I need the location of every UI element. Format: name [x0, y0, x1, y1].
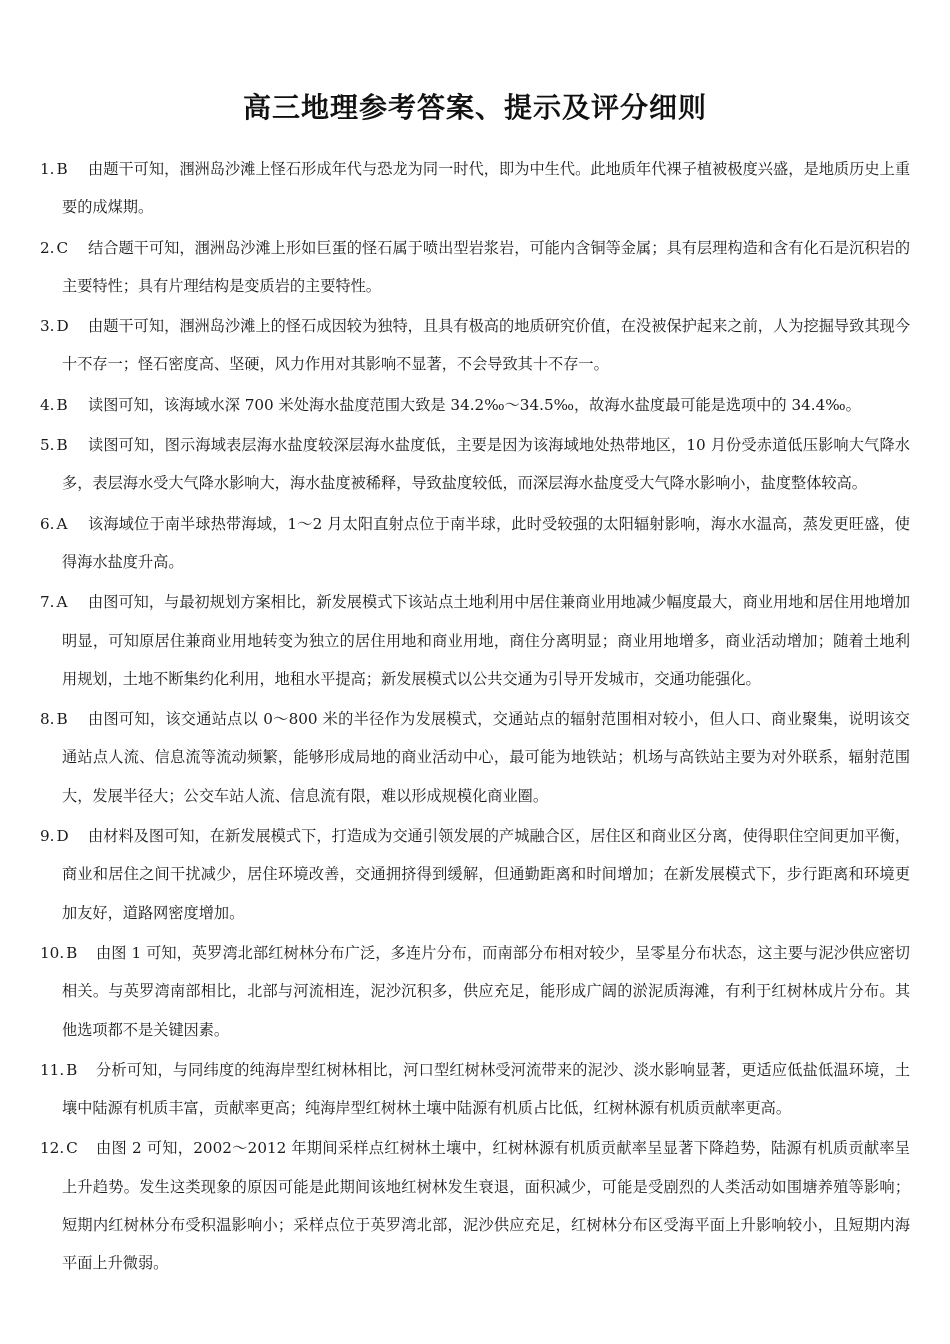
answer-item-2 [40, 229, 910, 306]
answer-choice: C [56, 238, 69, 257]
answer-choice: D [56, 317, 69, 336]
answer-choice: B [66, 943, 78, 962]
answer-explanation: 由图可知，与最初规划方案相比，新发展模式下该站点土地利用中居住兼商业用地减少幅度最大，商业用地和居住用地增加明显，可知原居住兼商业用地转变为独立的居住用地和商业用地，商住分离明显；商业用地增多，商业活动增加；随着土地利用规划，土地不断集约化利用，地租水平提高；新发展模式以公共交通为引导开发城市，交通功能强化。 [62, 593, 910, 688]
answer-head [40, 386, 68, 424]
answer-head [40, 1129, 78, 1167]
answer-item-6 [40, 505, 910, 582]
answer-choice: B [56, 436, 68, 455]
answer-explanation: 由题干可知，涠洲岛沙滩上的怪石成因较为独特，且具有极高的地质研究价值，在没被保护起来之前，人为挖掘导致其现今十不存一；怪石密度高、坚硬，风力作用对其影响不显著，不会导致其十不存一。 [62, 317, 910, 374]
question-number: 4. [40, 395, 55, 414]
page-title: 高三地理参考答案、提示及评分细则 [242, 91, 707, 124]
answer-explanation: 结合题干可知，涠洲岛沙滩上形如巨蛋的怪石属于喷出型岩浆岩，可能内含铜等金属；具有层理构造和含有化石是沉积岩的主要特性；具有片理结构是变质岩的主要特性。 [62, 238, 910, 295]
question-number: 1. [40, 160, 55, 178]
answer-choice: B [56, 710, 68, 729]
answer-item-1 [40, 150, 910, 227]
answer-explanation: 读图可知，图示海域表层海水盐度较深层海水盐度低，主要是因为该海域地处热带地区，10 月份受赤道低压影响大气降水多，表层海水受大气降水影响大，海水盐度被稀释，导致盐度较低，而深层海水盐度受大气降水影响小，盐度整体较高。 [62, 436, 910, 493]
answer-head [40, 1051, 77, 1089]
answer-head [40, 229, 68, 267]
answer-explanation: 由图 2 可知，2002～2012 年期间采样点红树林土壤中，红树林源有机质贡献率呈显著下降趋势，陆源有机质贡献率呈上升趋势。发生这类现象的原因可能是此期间该地红树林发生衰退，面积减少，可能是受剧烈的人类活动如围塘养殖等影响；短期内红树林分布受积温影响小；采样点位于英罗湾北部，泥沙供应充足，红树林分布区受海平面上升影响较小，且短期内海平面上升微弱。 [62, 1139, 910, 1273]
question-number: 8. [40, 710, 55, 729]
answer-list [40, 150, 910, 1283]
answer-explanation: 由图可知，该交通站点以 0～800 米的半径作为发展模式，交通站点的辐射范围相对较小，但人口、商业聚集，说明该交通站点人流、信息流等流动频繁，能够形成局地的商业活动中心，最可能为地铁站；机场与高铁站主要为对外联系，辐射范围大，发展半径大；公交车站人流、信息流有限，难以形成规模化商业圈。 [62, 710, 910, 805]
answer-item-10 [40, 934, 910, 1049]
answer-head [40, 700, 68, 738]
question-number: 12. [40, 1139, 65, 1158]
answer-choice: B [66, 1060, 78, 1079]
answer-item-9 [40, 817, 910, 932]
question-number: 6. [40, 514, 55, 533]
answer-head [40, 150, 68, 188]
answer-choice: B [56, 160, 68, 178]
answer-explanation: 由材料及图可知，在新发展模式下，打造成为交通引领发展的产城融合区，居住区和商业区分离，使得职住空间更加平衡，商业和居住之间干扰减少，居住环境改善，交通拥挤得到缓解，但通勤距离和时间增加；在新发展模式下，步行距离和环境更加友好，道路网密度增加。 [62, 827, 910, 922]
answer-explanation: 由图 1 可知，英罗湾北部红树林分布广泛，多连片分布，而南部分布相对较少，呈零星分布状态，这主要与泥沙供应密切相关。与英罗湾南部相比，北部与河流相连，泥沙沉积多，供应充足，能形成广阔的淤泥质海滩，有利于红树林成片分布。其他选项都不是关键因素。 [62, 943, 910, 1039]
answer-head [40, 583, 67, 621]
question-number: 3. [40, 317, 55, 336]
answer-explanation: 由题干可知，涠洲岛沙滩上怪石形成年代与恐龙为同一时代，即为中生代。此地质年代裸子植被极度兴盛，是地质历史上重要的成煤期。 [62, 160, 910, 217]
answer-choice: A [56, 593, 68, 612]
answer-choice: D [56, 827, 69, 846]
question-number: 2. [40, 238, 55, 257]
answer-item-12 [40, 1129, 910, 1282]
question-number: 10. [40, 943, 65, 962]
answer-head [40, 505, 67, 543]
question-number: 7. [40, 593, 55, 612]
answer-head [40, 934, 77, 972]
question-number: 9. [40, 827, 55, 846]
question-number: 5. [40, 436, 55, 455]
answer-item-8 [40, 700, 910, 815]
question-number: 11. [40, 1060, 65, 1079]
answer-explanation: 读图可知，该海域水深 700 米处海水盐度范围大致是 34.2‰～34.5‰，故海水盐度最可能是选项中的 34.4‰。 [88, 395, 861, 414]
answer-choice: B [56, 395, 68, 414]
answer-explanation: 该海域位于南半球热带海域，1～2 月太阳直射点位于南半球，此时受较强的太阳辐射影响，海水水温高，蒸发更旺盛，使得海水盐度升高。 [62, 514, 910, 571]
answer-item-4 [40, 386, 910, 424]
answer-head [40, 426, 68, 464]
answer-head [40, 307, 69, 345]
answer-item-11 [40, 1051, 910, 1128]
answer-item-3 [40, 307, 910, 384]
answer-explanation: 分析可知，与同纬度的纯海岸型红树林相比，河口型红树林受河流带来的泥沙、淡水影响显著，更适应低盐低温环境，土壤中陆源有机质丰富，贡献率更高；纯海岸型红树林土壤中陆源有机质占比低，红树林源有机质贡献率更高。 [62, 1060, 910, 1118]
answer-head [40, 817, 69, 855]
answer-item-7 [40, 583, 910, 698]
answer-choice: A [56, 514, 68, 533]
answer-choice: C [66, 1139, 78, 1158]
answer-item-5 [40, 426, 910, 503]
